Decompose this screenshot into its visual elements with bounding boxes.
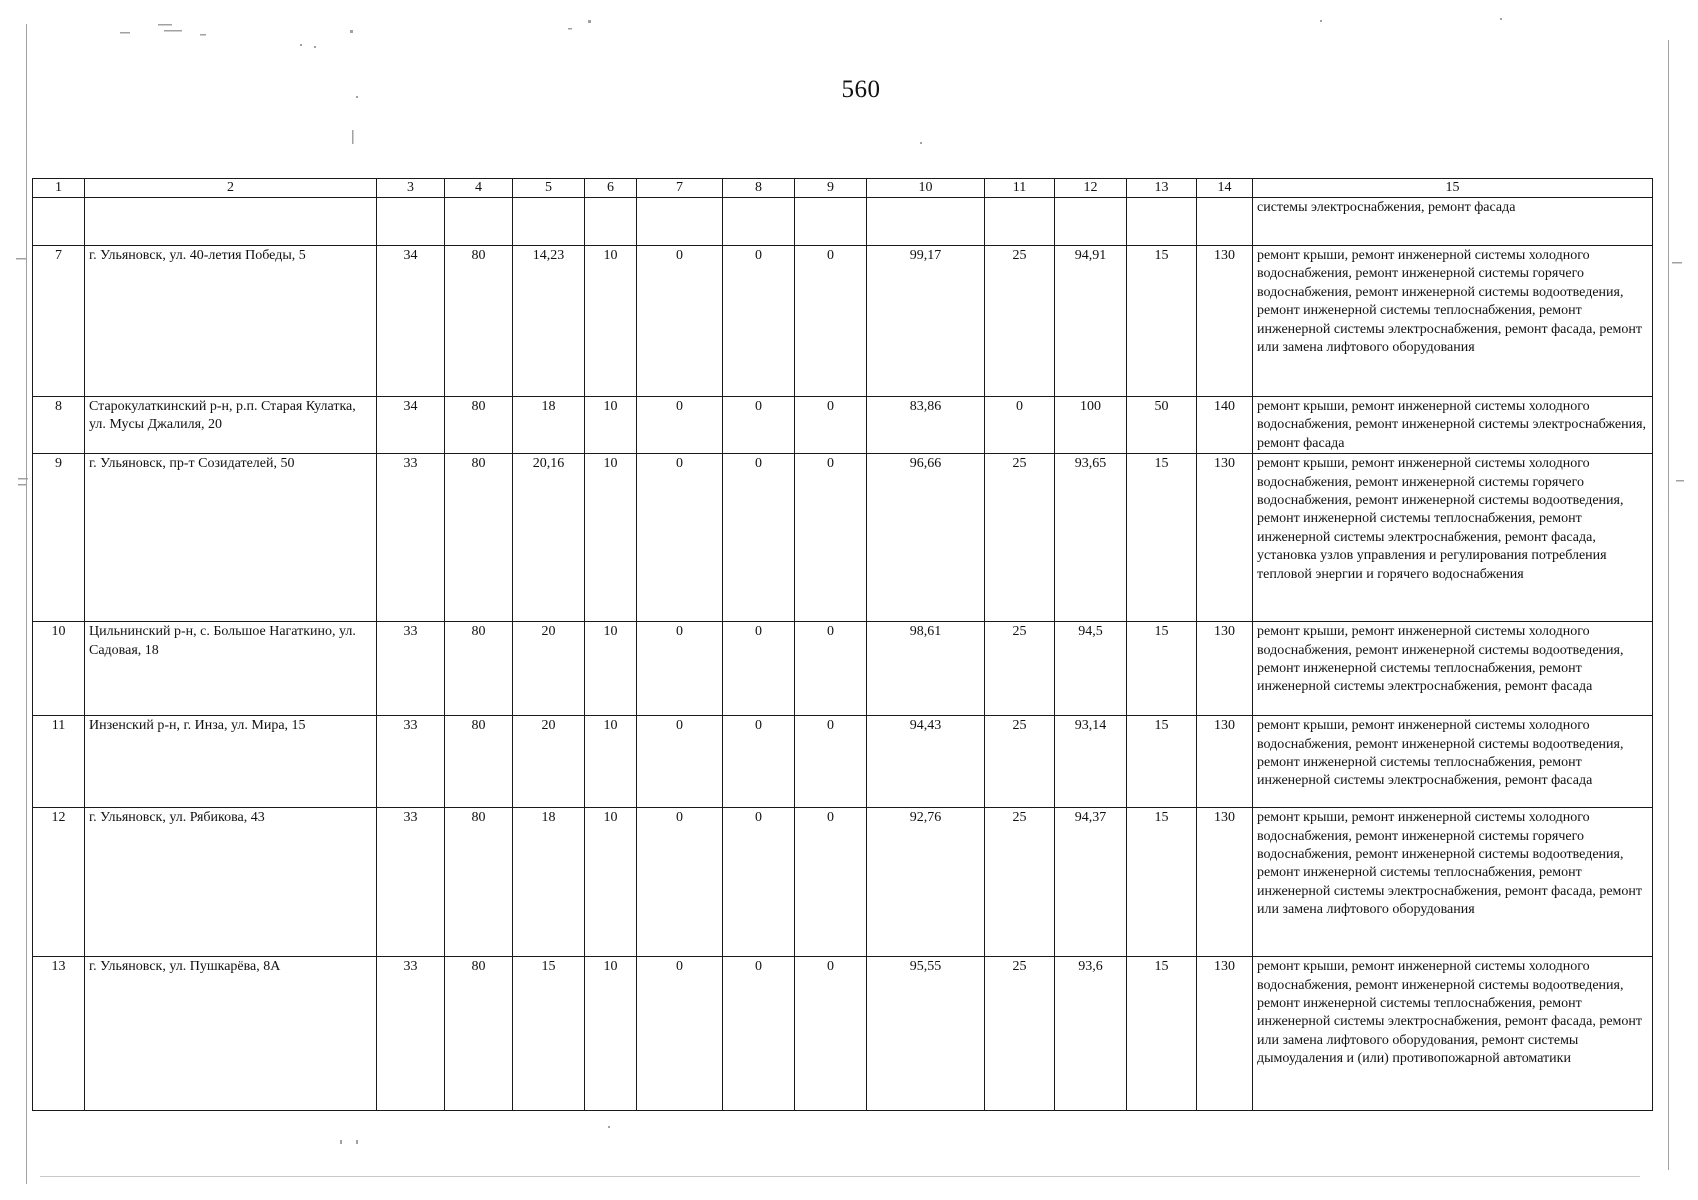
column-header: 10 xyxy=(867,179,985,198)
cell-value: 0 xyxy=(637,246,723,397)
cell-value: 80 xyxy=(445,246,513,397)
cell-works-list: ремонт крыши, ремонт инженерной системы холодного водоснабжения, ремонт инженерной системы водоотведения, ремонт инженерной системы теплоснабжения, ремонт инженерной системы электроснабжения, ремонт фасада xyxy=(1253,622,1653,716)
cell-value: 10 xyxy=(585,397,637,454)
cell-value xyxy=(723,198,795,246)
cell-row-number: 12 xyxy=(33,808,85,957)
cell-value: 130 xyxy=(1197,957,1253,1111)
cell-value: 0 xyxy=(985,397,1055,454)
cell-value: 0 xyxy=(795,957,867,1111)
cell-value: 33 xyxy=(377,454,445,622)
column-header: 15 xyxy=(1253,179,1653,198)
cell-value: 14,23 xyxy=(513,246,585,397)
cell-value: 25 xyxy=(985,622,1055,716)
cell-value: 25 xyxy=(985,957,1055,1111)
cell-value: 0 xyxy=(795,716,867,808)
cell-value: 0 xyxy=(723,454,795,622)
cell-value: 130 xyxy=(1197,622,1253,716)
cell-address: г. Ульяновск, ул. 40-летия Победы, 5 xyxy=(85,246,377,397)
cell-value: 80 xyxy=(445,957,513,1111)
column-header: 7 xyxy=(637,179,723,198)
cell-value: 0 xyxy=(637,397,723,454)
cell-row-number: 11 xyxy=(33,716,85,808)
cell-value: 130 xyxy=(1197,454,1253,622)
cell-value: 0 xyxy=(637,454,723,622)
cell-value xyxy=(637,198,723,246)
cell-value: 18 xyxy=(513,808,585,957)
cell-works-list: ремонт крыши, ремонт инженерной системы холодного водоснабжения, ремонт инженерной системы горячего водоснабжения, ремонт инженерной системы водоотведения, ремонт инженерной системы теплоснабжения, ремонт инженерной системы электроснабжения, ремонт фасада, ремонт или замена лифтового оборудования xyxy=(1253,808,1653,957)
cell-value: 0 xyxy=(795,246,867,397)
column-header: 9 xyxy=(795,179,867,198)
cell-works-list: ремонт крыши, ремонт инженерной системы холодного водоснабжения, ремонт инженерной системы горячего водоснабжения, ремонт инженерной системы водоотведения, ремонт инженерной системы теплоснабжения, ремонт инженерной системы электроснабжения, ремонт фасада, ремонт или замена лифтового оборудования xyxy=(1253,246,1653,397)
cell-value: 10 xyxy=(585,622,637,716)
cell-row-number: 10 xyxy=(33,622,85,716)
cell-value xyxy=(1127,198,1197,246)
table-row xyxy=(33,454,1653,622)
cell-value: 10 xyxy=(585,246,637,397)
cell-value: 50 xyxy=(1127,397,1197,454)
cell-value: 33 xyxy=(377,808,445,957)
cell-value: 15 xyxy=(1127,622,1197,716)
cell-value: 25 xyxy=(985,246,1055,397)
cell-value: 99,17 xyxy=(867,246,985,397)
cell-value: 34 xyxy=(377,246,445,397)
cell-value xyxy=(867,198,985,246)
cell-value: 80 xyxy=(445,622,513,716)
cell-value: 0 xyxy=(637,622,723,716)
cell-address: Инзенский р-н, г. Инза, ул. Мира, 15 xyxy=(85,716,377,808)
cell-value: 25 xyxy=(985,716,1055,808)
cell-value xyxy=(585,198,637,246)
cell-value: 10 xyxy=(585,716,637,808)
cell-address: г. Ульяновск, ул. Пушкарёва, 8А xyxy=(85,957,377,1111)
column-header: 11 xyxy=(985,179,1055,198)
cell-address: Старокулаткинский р-н, р.п. Старая Кулатка, ул. Мусы Джалиля, 20 xyxy=(85,397,377,454)
cell-value xyxy=(1197,198,1253,246)
page-number xyxy=(0,76,1698,104)
table-row-continuation xyxy=(33,198,1653,246)
cell-value: 0 xyxy=(795,622,867,716)
cell-address: г. Ульяновск, ул. Рябикова, 43 xyxy=(85,808,377,957)
cell-row-number: 9 xyxy=(33,454,85,622)
cell-value: 0 xyxy=(723,957,795,1111)
repair-register-table xyxy=(32,178,1653,1111)
cell-value: 15 xyxy=(1127,454,1197,622)
cell-row-number: 8 xyxy=(33,397,85,454)
cell-value: 15 xyxy=(1127,808,1197,957)
column-header: 12 xyxy=(1055,179,1127,198)
cell-value: 95,55 xyxy=(867,957,985,1111)
cell-value xyxy=(985,198,1055,246)
table-row xyxy=(33,808,1653,957)
cell-value: 98,61 xyxy=(867,622,985,716)
cell-value: 130 xyxy=(1197,246,1253,397)
cell-value: 15 xyxy=(1127,957,1197,1111)
column-header: 13 xyxy=(1127,179,1197,198)
cell-address: Цильнинский р-н, с. Большое Нагаткино, ул. Садовая, 18 xyxy=(85,622,377,716)
cell-value: 25 xyxy=(985,808,1055,957)
table-row xyxy=(33,957,1653,1111)
cell-works-list: системы электроснабжения, ремонт фасада xyxy=(1253,198,1653,246)
cell-works-list: ремонт крыши, ремонт инженерной системы холодного водоснабжения, ремонт инженерной системы горячего водоснабжения, ремонт инженерной системы водоотведения, ремонт инженерной системы теплоснабжения, ремонт инженерной системы электроснабжения, ремонт фасада, установка узлов управления и регулирования потребления тепловой энергии и горячего водоснабжения xyxy=(1253,454,1653,622)
cell-value: 33 xyxy=(377,716,445,808)
cell-value: 0 xyxy=(637,716,723,808)
column-header: 2 xyxy=(85,179,377,198)
cell-value: 10 xyxy=(585,454,637,622)
cell-value: 18 xyxy=(513,397,585,454)
cell-value: 25 xyxy=(985,454,1055,622)
table-row xyxy=(33,397,1653,454)
cell-value: 33 xyxy=(377,957,445,1111)
cell-value: 34 xyxy=(377,397,445,454)
cell-value xyxy=(1055,198,1127,246)
column-header: 8 xyxy=(723,179,795,198)
table-row xyxy=(33,246,1653,397)
cell-works-list: ремонт крыши, ремонт инженерной системы холодного водоснабжения, ремонт инженерной системы электроснабжения, ремонт фасада xyxy=(1253,397,1653,454)
column-header: 6 xyxy=(585,179,637,198)
table-row xyxy=(33,622,1653,716)
column-header: 3 xyxy=(377,179,445,198)
cell-value: 0 xyxy=(795,808,867,957)
cell-value: 0 xyxy=(723,246,795,397)
cell-value xyxy=(513,198,585,246)
cell-value: 130 xyxy=(1197,808,1253,957)
cell-address xyxy=(85,198,377,246)
cell-value: 0 xyxy=(723,716,795,808)
column-number-row xyxy=(33,179,1653,198)
cell-value: 0 xyxy=(723,808,795,957)
page-number-text: 560 xyxy=(841,76,881,103)
cell-value: 94,37 xyxy=(1055,808,1127,957)
cell-value: 96,66 xyxy=(867,454,985,622)
cell-value xyxy=(377,198,445,246)
cell-value: 94,5 xyxy=(1055,622,1127,716)
cell-value: 140 xyxy=(1197,397,1253,454)
cell-value: 20 xyxy=(513,716,585,808)
cell-value: 94,43 xyxy=(867,716,985,808)
cell-value: 80 xyxy=(445,808,513,957)
cell-value: 33 xyxy=(377,622,445,716)
column-header: 5 xyxy=(513,179,585,198)
cell-value: 93,6 xyxy=(1055,957,1127,1111)
table-row xyxy=(33,716,1653,808)
cell-value: 0 xyxy=(637,808,723,957)
column-header: 4 xyxy=(445,179,513,198)
cell-value: 15 xyxy=(1127,246,1197,397)
cell-value: 10 xyxy=(585,957,637,1111)
cell-works-list: ремонт крыши, ремонт инженерной системы холодного водоснабжения, ремонт инженерной системы водоотведения, ремонт инженерной системы теплоснабжения, ремонт инженерной системы электроснабжения, ремонт фасада xyxy=(1253,716,1653,808)
cell-row-number: 13 xyxy=(33,957,85,1111)
cell-value: 0 xyxy=(795,397,867,454)
cell-value xyxy=(445,198,513,246)
cell-value xyxy=(795,198,867,246)
cell-value: 92,76 xyxy=(867,808,985,957)
cell-address: г. Ульяновск, пр-т Созидателей, 50 xyxy=(85,454,377,622)
cell-value: 0 xyxy=(795,454,867,622)
cell-value: 20 xyxy=(513,622,585,716)
cell-value: 15 xyxy=(513,957,585,1111)
cell-value: 10 xyxy=(585,808,637,957)
cell-value: 20,16 xyxy=(513,454,585,622)
column-header: 14 xyxy=(1197,179,1253,198)
cell-row-number: 7 xyxy=(33,246,85,397)
cell-value: 80 xyxy=(445,397,513,454)
column-header: 1 xyxy=(33,179,85,198)
cell-value: 0 xyxy=(637,957,723,1111)
cell-value: 94,91 xyxy=(1055,246,1127,397)
cell-value: 130 xyxy=(1197,716,1253,808)
cell-value: 0 xyxy=(723,622,795,716)
cell-value: 15 xyxy=(1127,716,1197,808)
cell-value: 93,14 xyxy=(1055,716,1127,808)
cell-value: 83,86 xyxy=(867,397,985,454)
cell-value: 80 xyxy=(445,454,513,622)
cell-value: 100 xyxy=(1055,397,1127,454)
cell-value: 93,65 xyxy=(1055,454,1127,622)
cell-value: 80 xyxy=(445,716,513,808)
cell-value: 0 xyxy=(723,397,795,454)
cell-row-number xyxy=(33,198,85,246)
cell-works-list: ремонт крыши, ремонт инженерной системы холодного водоснабжения, ремонт инженерной системы водоотведения, ремонт инженерной системы теплоснабжения, ремонт инженерной системы электроснабжения, ремонт фасада, ремонт или замена лифтового оборудования, ремонт системы дымоудаления и (или) противопожарной автоматики xyxy=(1253,957,1653,1111)
